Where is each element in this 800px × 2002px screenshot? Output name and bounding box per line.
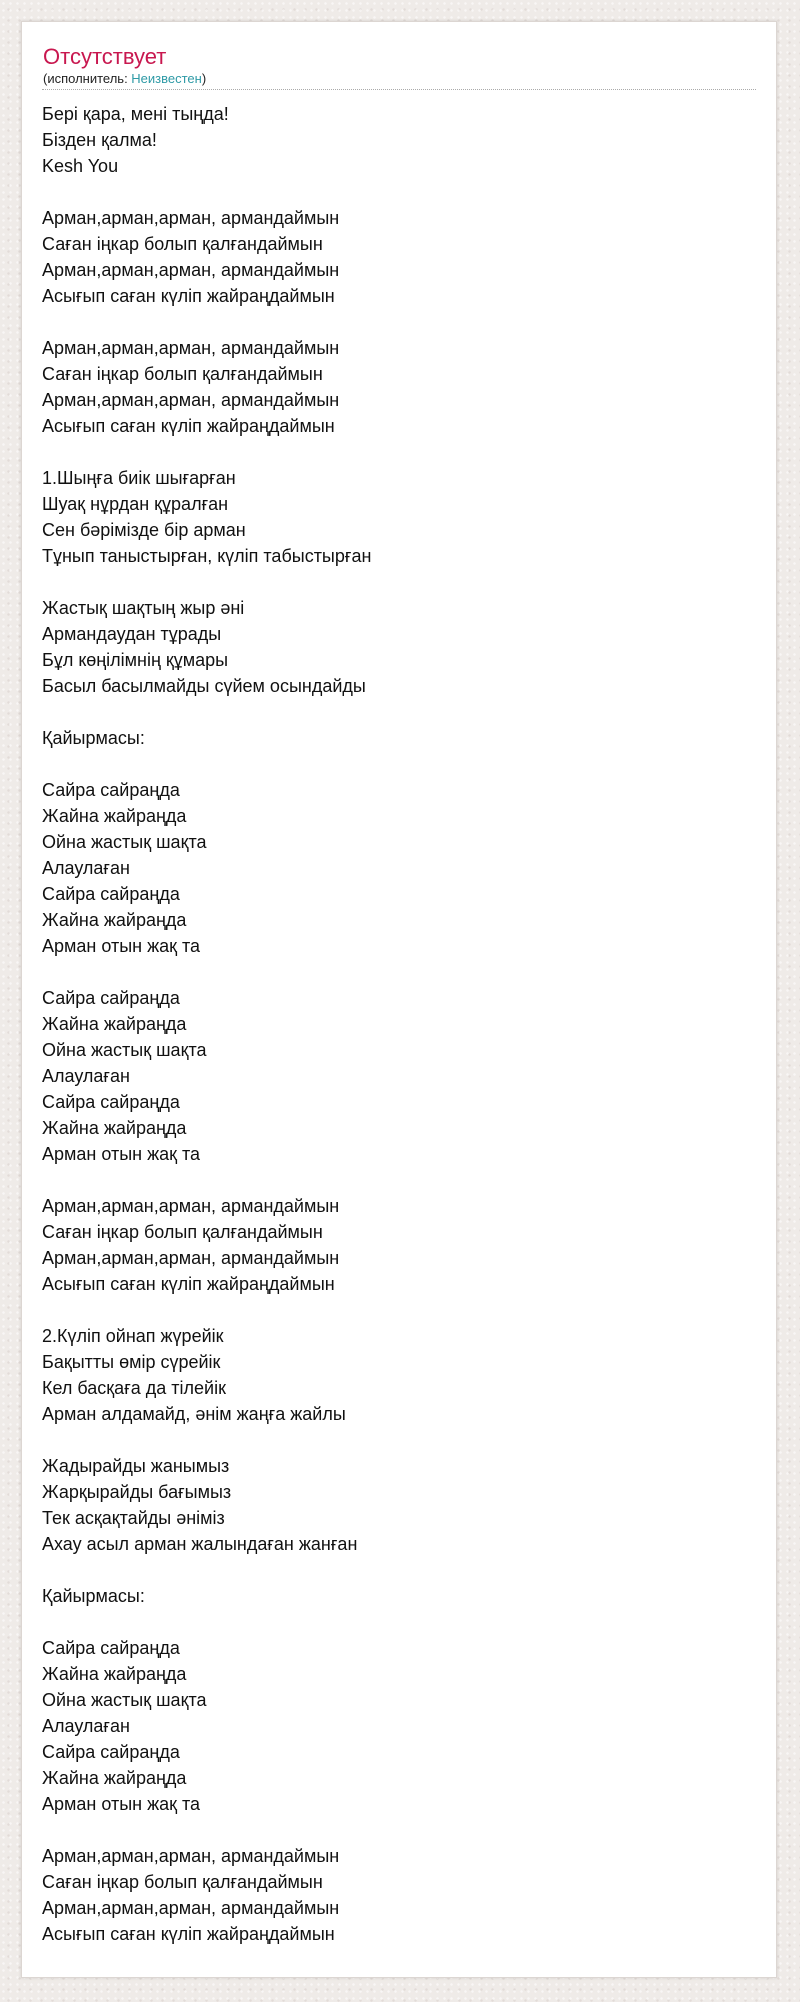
lyric-line: Сайра сайраңда — [42, 1092, 180, 1112]
lyric-blank-line — [42, 309, 756, 335]
lyric-line: 2.Күліп ойнап жүрейік — [42, 1326, 224, 1346]
artist-link[interactable]: Неизвестен — [131, 71, 202, 86]
lyric-line: Арман,арман,арман, армандаймын — [42, 1248, 340, 1268]
lyric-line: Бұл көңілімнің құмары — [42, 650, 229, 670]
lyric-line: Алаулаған — [42, 858, 130, 878]
lyric-line: Алаулаған — [42, 1716, 130, 1736]
lyric-line: Жайна жайраңда — [42, 1768, 187, 1788]
lyric-line: Сайра сайраңда — [42, 884, 180, 904]
lyric-line: Қайырмасы: — [42, 728, 145, 748]
lyric-line: Сайра сайраңда — [42, 1638, 180, 1658]
lyric-line: Қайырмасы: — [42, 1586, 145, 1606]
lyric-line: Ойна жастық шақта — [42, 832, 207, 852]
lyric-line: Жайна жайраңда — [42, 806, 187, 826]
lyric-blank-line — [42, 1167, 756, 1193]
lyric-blank-line — [42, 959, 756, 985]
lyric-blank-line — [42, 1297, 756, 1323]
lyric-line: 1.Шыңға биік шығарған — [42, 468, 236, 488]
lyric-line: Жайна жайраңда — [42, 1118, 187, 1138]
lyric-line: Ойна жастық шақта — [42, 1040, 207, 1060]
lyric-line: Жайна жайраңда — [42, 1664, 187, 1684]
lyric-line: Алаулаған — [42, 1066, 130, 1086]
lyric-line: Арман,арман,арман, армандаймын — [42, 390, 340, 410]
lyric-line: Асығып саған күліп жайраңдаймын — [42, 286, 335, 306]
lyric-line: Арман,арман,арман, армандаймын — [42, 338, 340, 358]
lyric-blank-line — [42, 1817, 756, 1843]
title-divider — [42, 89, 756, 90]
lyric-blank-line — [42, 179, 756, 205]
lyric-line: Кел басқаға да тілейік — [42, 1378, 226, 1398]
lyric-line: Саған іңкар болып қалғандаймын — [42, 234, 323, 254]
lyric-blank-line — [42, 439, 756, 465]
lyric-line: Сайра сайраңда — [42, 988, 180, 1008]
lyric-line: Тұнып таныстырған, күліп табыстырған — [42, 546, 372, 566]
lyric-line: Арман алдамайд, әнім жаңға жайлы — [42, 1404, 346, 1424]
artist-suffix: ) — [201, 71, 207, 86]
lyric-line: Асығып саған күліп жайраңдаймын — [42, 416, 335, 436]
lyric-line: Арман отын жақ та — [42, 1144, 201, 1164]
lyric-line: Арман отын жақ та — [42, 1794, 201, 1814]
lyric-blank-line — [42, 1557, 756, 1583]
lyric-line: Жайна жайраңда — [42, 910, 187, 930]
lyrics-card — [21, 21, 777, 1978]
lyric-line: Жарқырайды бағымыз — [42, 1482, 232, 1502]
lyric-line: Саған іңкар болып қалғандаймын — [42, 1222, 323, 1242]
lyric-line: Арман,арман,арман, армандаймын — [42, 1898, 340, 1918]
artist-prefix: (исполнитель: — [43, 71, 132, 86]
lyric-line: Тек асқақтайды әніміз — [42, 1508, 225, 1528]
lyric-line: Ойна жастық шақта — [42, 1690, 207, 1710]
lyric-line: Ахау асыл арман жалындаған жанған — [42, 1534, 358, 1554]
lyric-blank-line — [42, 699, 756, 725]
artist-line — [43, 70, 756, 87]
lyric-line: Арман,арман,арман, армандаймын — [42, 260, 340, 280]
lyric-line: Басыл басылмайды сүйем осындайды — [42, 676, 366, 696]
lyric-line: Сайра сайраңда — [42, 1742, 180, 1762]
lyric-line: Арман отын жақ та — [42, 936, 201, 956]
lyric-line: Бізден қалма! — [42, 130, 157, 150]
lyric-line: Жастық шақтың жыр әні — [42, 598, 245, 618]
lyric-line: Сайра сайраңда — [42, 780, 180, 800]
lyric-blank-line — [42, 1427, 756, 1453]
lyric-blank-line — [42, 569, 756, 595]
song-title: Отсутствует — [43, 44, 167, 69]
lyrics-text — [42, 101, 756, 1947]
lyric-line: Асығып саған күліп жайраңдаймын — [42, 1274, 335, 1294]
lyric-line: Жайна жайраңда — [42, 1014, 187, 1034]
lyric-line: Асығып саған күліп жайраңдаймын — [42, 1924, 335, 1944]
lyric-line: Саған іңкар болып қалғандаймын — [42, 364, 323, 384]
lyric-line: Жадырайды жанымыз — [42, 1456, 230, 1476]
lyric-line: Арман,арман,арман, армандаймын — [42, 1846, 340, 1866]
lyric-line: Kesh You — [42, 156, 119, 176]
lyric-line: Сен бәрімізде бір арман — [42, 520, 246, 540]
lyric-line: Бақытты өмір сүрейік — [42, 1352, 221, 1372]
lyric-line: Саған іңкар болып қалғандаймын — [42, 1872, 323, 1892]
lyric-line: Шуақ нұрдан құралған — [42, 494, 229, 514]
lyric-line: Арман,арман,арман, армандаймын — [42, 208, 340, 228]
lyric-blank-line — [42, 751, 756, 777]
lyric-line: Арман,арман,арман, армандаймын — [42, 1196, 340, 1216]
lyric-line: Бері қара, мені тыңда! — [42, 104, 229, 124]
lyric-line: Армандаудан тұрады — [42, 624, 222, 644]
lyric-blank-line — [42, 1609, 756, 1635]
